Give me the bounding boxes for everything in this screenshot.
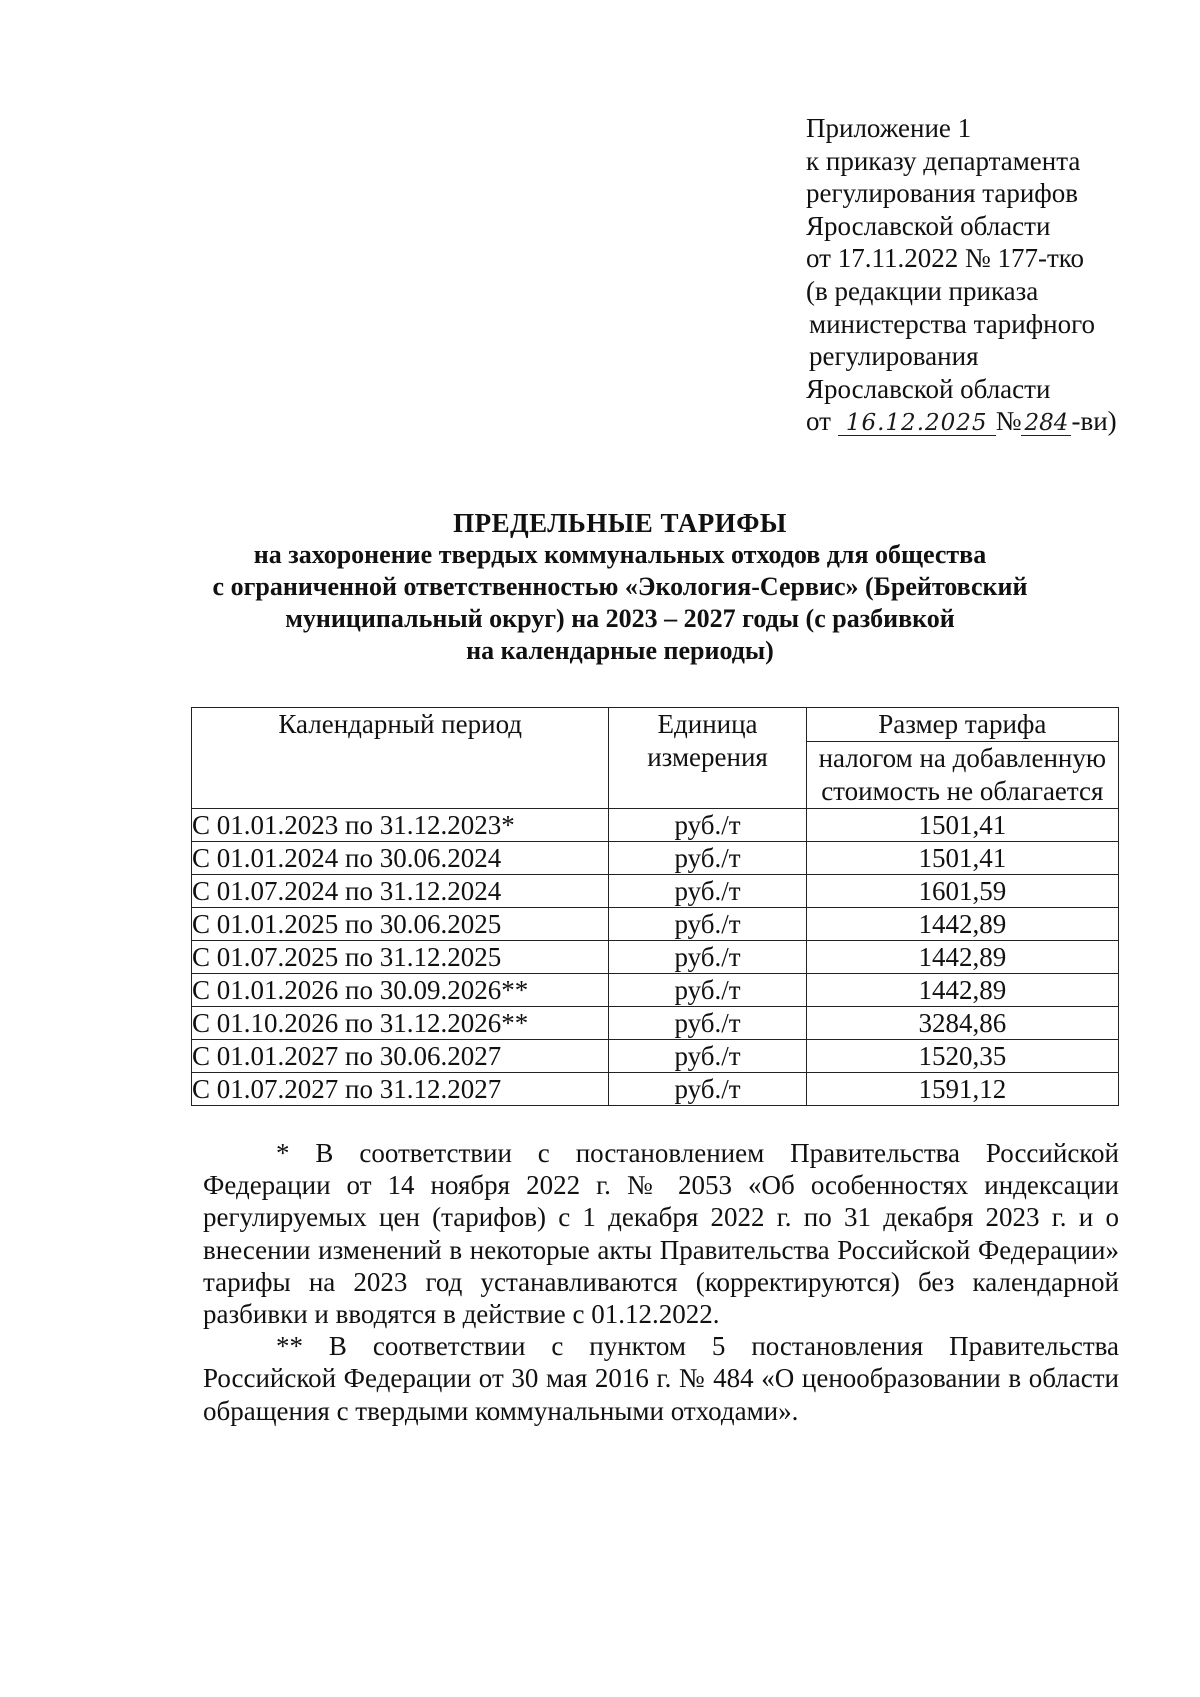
header-vat-line: стоимость не облагается [821,776,1104,806]
cell-unit: руб./т [609,875,806,908]
cell-value: 1601,59 [806,875,1118,908]
table-header-row [192,708,1119,742]
appendix-line: регулирования тарифов [806,178,1079,209]
amendment-prefix: от [806,406,831,437]
number-sign: № [995,406,1022,437]
cell-unit: руб./т [609,908,806,941]
title-line: на календарные периоды) [466,636,774,665]
cell-period: С 01.01.2026 по 30.09.2026** [192,974,609,1007]
appendix-line: министерства тарифного [809,308,1096,339]
title-line: на захоронение твердых коммунальных отходов для общества [253,540,987,569]
cell-value: 3284,86 [806,1007,1118,1040]
appendix-line: (в редакции приказа [806,275,1039,306]
header-period: Календарный период [192,708,609,809]
appendix-block [806,112,1117,438]
cell-unit: руб./т [609,1073,806,1106]
footnote-double-asterisk: ** В соответствии с пунктом 5 постановления Правительства Российской Федерации от 30 мая 2016 г. № 484 «О ценообразовании в области обращения с твердыми коммунальными отходами». [203,1331,1119,1426]
cell-period: С 01.07.2024 по 31.12.2024 [192,875,609,908]
cell-value: 1442,89 [806,908,1118,941]
amendment-reference-line [806,405,1117,438]
header-vat-line: налогом на добавленную [818,743,1107,773]
document-title [150,507,1090,667]
title-main: ПРЕДЕЛЬНЫЕ ТАРИФЫ [453,508,787,538]
cell-unit: руб./т [609,1040,806,1073]
table-row [192,875,1119,908]
header-unit-line: измерения [647,742,768,772]
cell-value: 1442,89 [806,941,1118,974]
appendix-line: Приложение 1 [806,113,972,143]
cell-value: 1442,89 [806,974,1118,1007]
appendix-line: регулирования [809,341,979,372]
table-row [192,809,1119,842]
cell-unit: руб./т [609,941,806,974]
table-row [192,1040,1119,1073]
cell-period: С 01.01.2023 по 31.12.2023* [192,809,609,842]
cell-period: С 01.10.2026 по 31.12.2026** [192,1007,609,1040]
header-unit [609,708,806,809]
appendix-line: к приказу департамента [806,145,1081,176]
cell-value: 1591,12 [806,1073,1118,1106]
cell-period: С 01.07.2027 по 31.12.2027 [192,1073,609,1106]
tariff-table [191,707,1119,1106]
cell-unit: руб./т [609,809,806,842]
header-tariff: Размер тарифа [806,708,1118,742]
table-row [192,941,1119,974]
footnotes [203,1137,1119,1427]
handwritten-amendment-number: 284 [1021,411,1071,436]
cell-unit: руб./т [609,1007,806,1040]
title-line: муниципальный округ) на 2023 – 2027 годы (с разбивкой [285,604,955,633]
appendix-line: Ярославской области [806,373,1051,404]
cell-value: 1501,41 [806,809,1118,842]
header-vat [806,742,1118,809]
footnote-single-asterisk: * В соответствии с постановлением Правительства Российской Федерации от 14 ноября 2022 г. № 2053 «Об особенностях индексации регулируемых цен (тарифов) с 1 декабря 2022 г. по 31 декабря 2023 г. и о внесении изменений в некоторые акты Правительства Российской Федерации» тарифы на 2023 год устанавливаются (корректируются) без календарной разбивки и вводятся в действие с 01.12.2022. [203,1138,1119,1330]
cell-period: С 01.01.2024 по 30.06.2024 [192,842,609,875]
table-row [192,974,1119,1007]
table-row [192,908,1119,941]
cell-value: 1520,35 [806,1040,1118,1073]
handwritten-amendment-date: 16.12.2025 [838,411,996,436]
appendix-line: от 17.11.2022 № 177-тко [806,243,1084,274]
table-row [192,1073,1119,1106]
amendment-suffix: -ви) [1071,406,1117,437]
appendix-line: Ярославской области [806,210,1051,241]
cell-unit: руб./т [609,974,806,1007]
title-line: с ограниченной ответственностью «Экология-Сервис» (Брейтовский [212,572,1028,601]
cell-value: 1501,41 [806,842,1118,875]
cell-unit: руб./т [609,842,806,875]
cell-period: С 01.01.2027 по 30.06.2027 [192,1040,609,1073]
table-row [192,842,1119,875]
header-unit-line: Единица [657,709,758,739]
table-row [192,1007,1119,1040]
cell-period: С 01.07.2025 по 31.12.2025 [192,941,609,974]
cell-period: С 01.01.2025 по 30.06.2025 [192,908,609,941]
